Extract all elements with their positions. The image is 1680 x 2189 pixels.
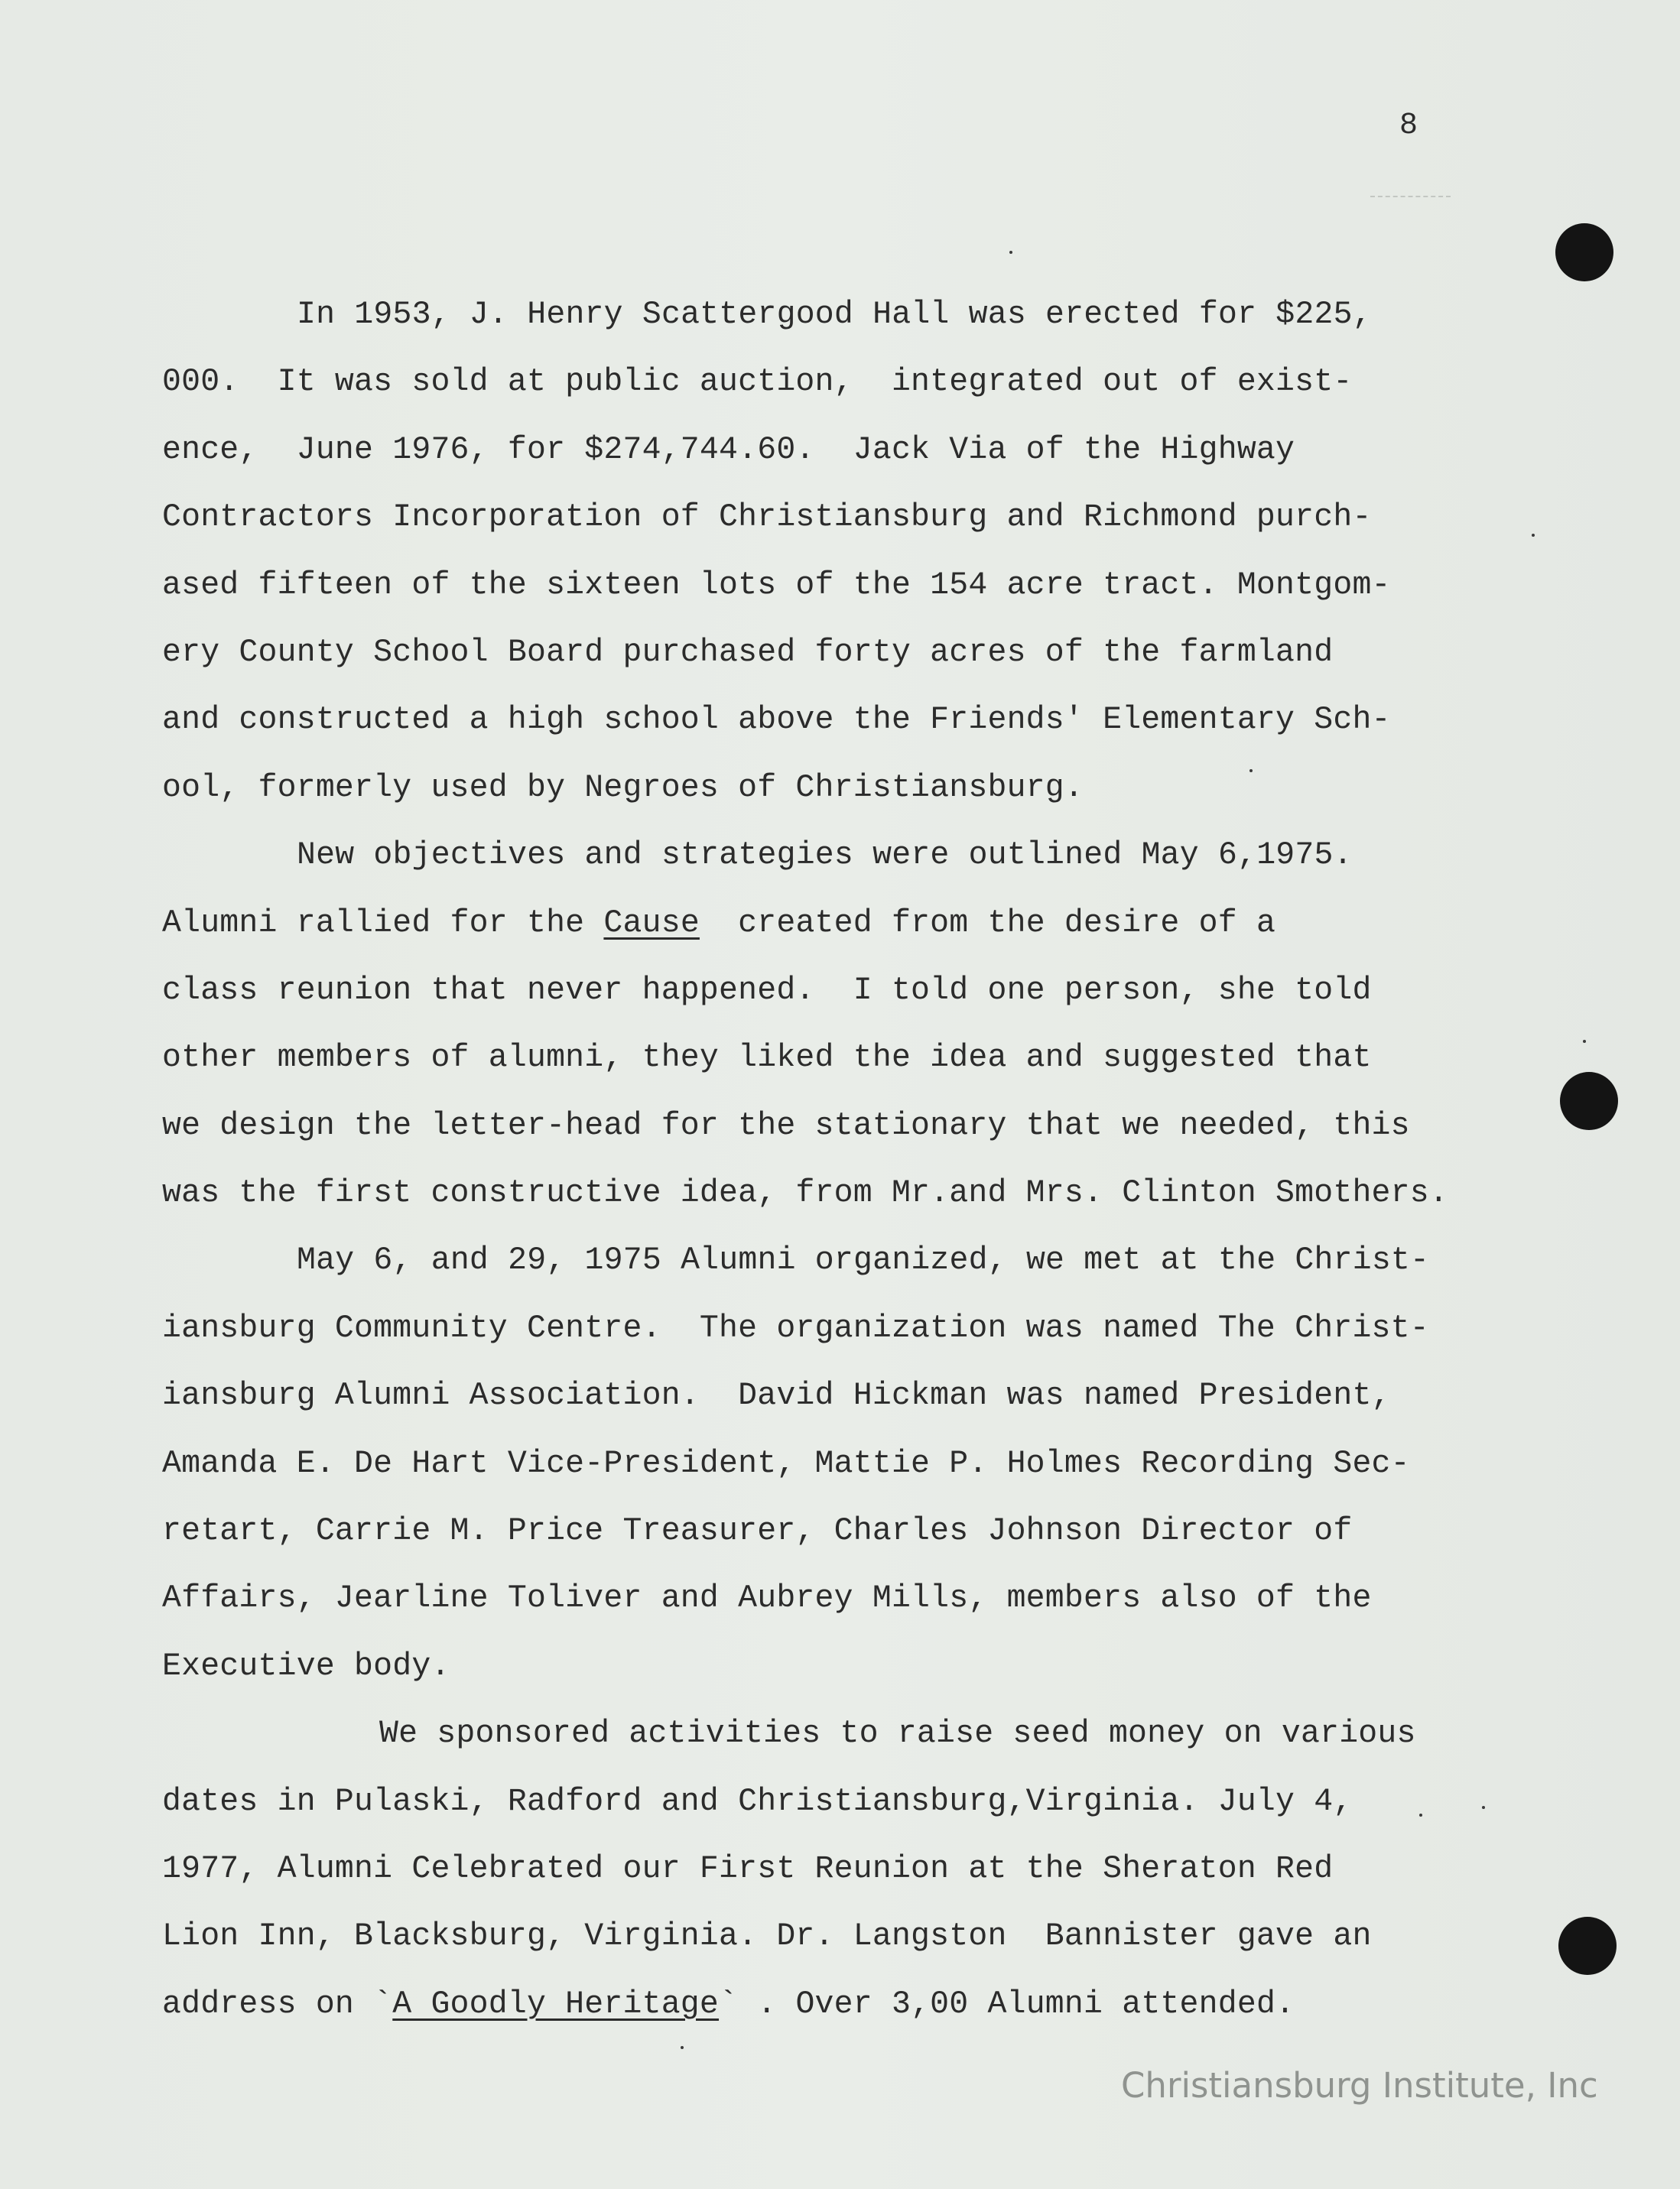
text-line: Amanda E. De Hart Vice-President, Mattie P. Holmes Recording Sec- — [162, 1445, 1410, 1482]
text-line: iansburg Community Centre. The organization was named The Christ- — [162, 1310, 1429, 1346]
punch-hole — [1558, 1917, 1617, 1975]
text-line: retart, Carrie M. Price Treasurer, Charles Johnson Director of — [162, 1513, 1353, 1550]
text-line — [162, 890, 1531, 957]
text-line: Affairs, Jearline Toliver and Aubrey Mills, members also of the — [162, 1580, 1372, 1617]
text-line: ool, formerly used by Negroes of Christiansburg. — [162, 769, 1084, 806]
punch-hole — [1555, 223, 1613, 281]
text-segment: ` . Over 3,00 Alumni attended. — [719, 1986, 1295, 2022]
text-line: other members of alumni, they liked the idea and suggested that — [162, 1040, 1372, 1077]
text-line: iansburg Alumni Association. David Hickman was named President, — [162, 1378, 1391, 1414]
text-line: 1977, Alumni Celebrated our First Reunion at the Sheraton Red — [162, 1850, 1334, 1887]
text-line: ery County School Board purchased forty acres of the farmland — [162, 634, 1334, 671]
punch-hole — [1560, 1072, 1618, 1130]
text-line: Contractors Incorporation of Christiansburg and Richmond purch- — [162, 499, 1372, 536]
text-line: was the first constructive idea, from Mr.and Mrs. Clinton Smothers. — [162, 1175, 1448, 1212]
paragraph-3 — [162, 1227, 1531, 1700]
text-line: In 1953, J. Henry Scattergood Hall was erected for $225, — [297, 297, 1372, 333]
text-line: ence, June 1976, for $274,744.60. Jack Via of the Highway — [162, 431, 1295, 468]
text-line: 000. It was sold at public auction, integrated out of exist- — [162, 364, 1353, 401]
paper-speck — [1532, 534, 1535, 537]
text-line: class reunion that never happened. I told one person, she told — [162, 972, 1372, 1008]
text-line: ased fifteen of the sixteen lots of the 154 acre tract. Montgom- — [162, 567, 1391, 603]
text-segment: address on ` — [162, 1986, 393, 2022]
text-segment: created from the desire of a — [699, 905, 1276, 941]
body-text — [162, 281, 1531, 2038]
text-line — [162, 1971, 1531, 2038]
text-line: we design the letter-head for the stationary that we needed, this — [162, 1107, 1410, 1144]
text-line: dates in Pulaski, Radford and Christiansburg,Virginia. July 4, — [162, 1783, 1353, 1820]
text-segment: Alumni rallied for the — [162, 905, 604, 941]
paper-speck — [1583, 1040, 1586, 1043]
paper-speck — [681, 2046, 684, 2049]
page-number: 8 — [1399, 109, 1418, 143]
watermark: Christiansburg Institute, Inc — [1121, 2065, 1598, 2106]
header-rule — [1370, 196, 1451, 197]
text-line: and constructed a high school above the Friends' Elementary Sch- — [162, 702, 1391, 739]
paragraph-1 — [162, 281, 1531, 822]
paragraph-2 — [162, 822, 1531, 1227]
text-line: Executive body. — [162, 1648, 450, 1684]
text-line: Lion Inn, Blacksburg, Virginia. Dr. Langston Bannister gave an — [162, 1918, 1372, 1955]
text-line: We sponsored activities to raise seed money on various — [379, 1716, 1416, 1752]
underlined-title-goodly-heritage: A Goodly Heritage — [392, 1986, 720, 2022]
text-line: May 6, and 29, 1975 Alumni organized, we met at the Christ- — [297, 1242, 1430, 1279]
paper-speck — [1009, 251, 1012, 254]
underlined-word-cause: Cause — [603, 905, 700, 941]
paragraph-4 — [162, 1700, 1531, 2038]
text-line: New objectives and strategies were outlined May 6,1975. — [297, 837, 1353, 874]
